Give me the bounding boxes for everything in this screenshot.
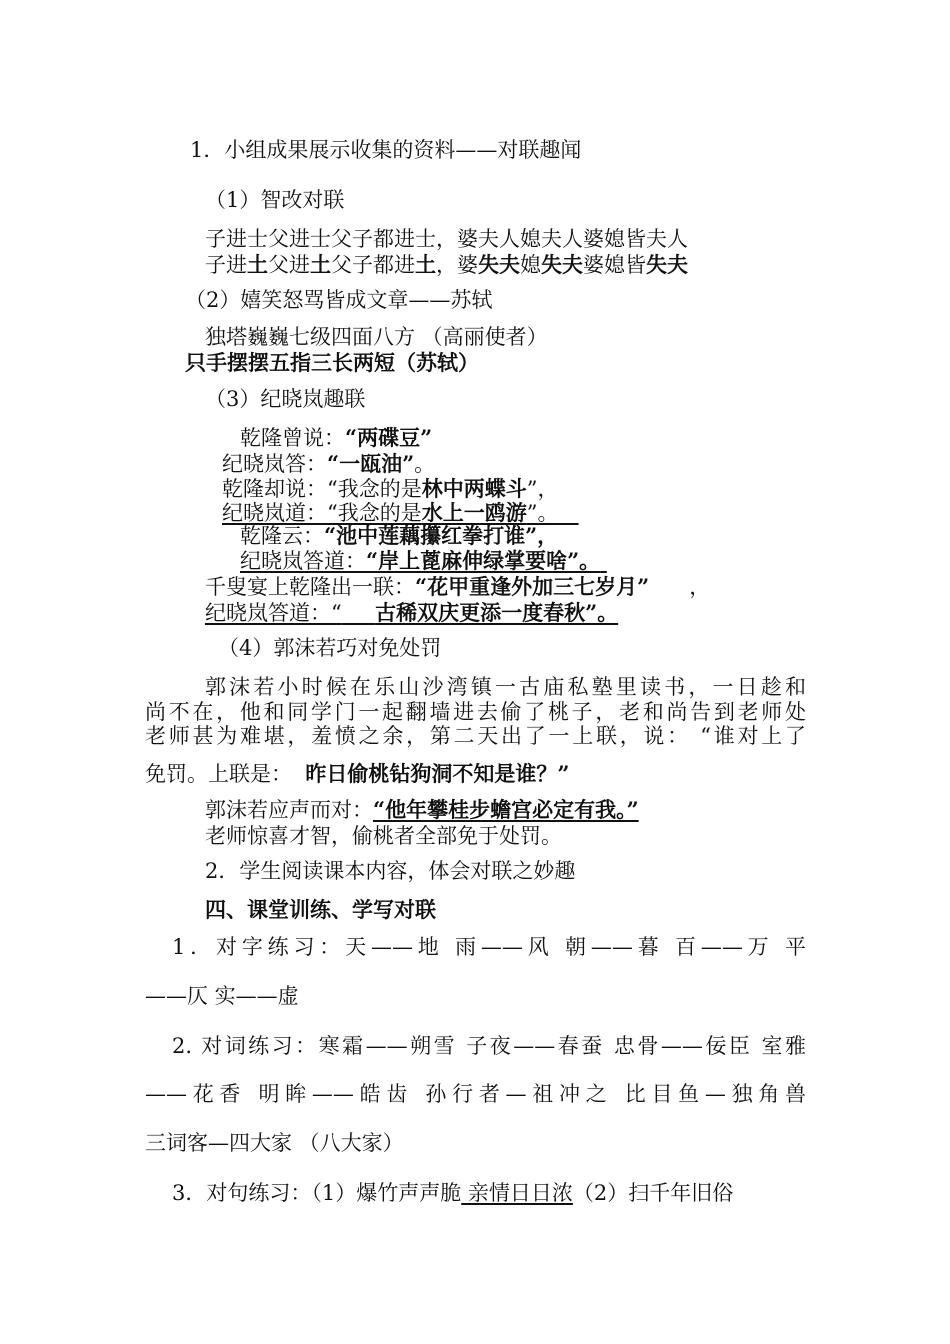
text-run: 土 — [310, 252, 331, 277]
text-run: 父进 — [268, 253, 310, 277]
text-run: 水上一鸥游 — [421, 500, 527, 525]
subsection-title-4: （4）郭沫若巧对免处罚 — [218, 636, 442, 660]
text-run: 失夫 — [646, 252, 688, 277]
couplet-upper: 独塔巍巍七级四面八方 （高丽使者） — [205, 325, 548, 349]
text-run: “池中莲藕攥红拳打谁”， — [324, 523, 559, 548]
text-run: （2）扫千年旧俗 — [572, 1181, 734, 1205]
text-run: 千叟宴上乾隆出一联： — [205, 575, 415, 599]
text-run: 婆媳皆 — [583, 253, 646, 277]
text-run: 失夫 — [478, 252, 520, 277]
text-run: ， — [689, 575, 711, 599]
story-line: 老师甚为难堪，羞愤之余，第二天出了一上联，说： “谁对上了 — [145, 724, 806, 748]
story-line: 尚不在，他和同学门一起翻墙进去偷了桃子，老和尚告到老师处 — [145, 700, 806, 724]
text-run: 纪晓岚答道： — [240, 549, 366, 573]
subsection-title-3: （3）纪晓岚趣联 — [205, 387, 366, 411]
dialogue-line — [205, 600, 618, 626]
subsection-title-2: （2）嬉笑怒骂皆成文章——苏轼 — [185, 288, 493, 312]
exercise-line: ——花香 明眸——皓齿 孙行者—祖冲之 比目鱼—独角兽 — [145, 1082, 806, 1106]
text-run: “两碟豆” — [345, 425, 433, 450]
text-run: ”， — [526, 477, 559, 501]
text-run: 古稀双庆更添一度春秋”。 — [375, 600, 619, 625]
section-heading-2: 2．学生阅读课本内容，体会对联之妙趣 — [205, 859, 576, 883]
text-run: 昨日偷桃钻狗洞不知是谁？” — [305, 761, 570, 786]
text-run: “ — [331, 601, 342, 625]
text-run: 子进 — [205, 253, 247, 277]
exercise-line — [172, 1180, 733, 1206]
text-run: “一瓯油” — [327, 451, 415, 476]
couplet-lower: 只手摆摆五指三长两短（苏轼） — [185, 350, 479, 375]
couplet-modified — [205, 252, 688, 278]
text-run: 土 — [247, 252, 268, 277]
dialogue-line — [240, 548, 607, 574]
exercise-line: 三词客—四大家 （八大家） — [145, 1131, 404, 1155]
section-heading-4: 四、课堂训练、学写对联 — [205, 897, 436, 922]
dialogue-line — [222, 476, 559, 502]
text-run: ”。 — [526, 501, 559, 525]
dialogue-line — [240, 425, 432, 451]
text-run: 失夫 — [541, 252, 583, 277]
text-run: “岸上蓖麻伸绿掌要啥”。 — [366, 548, 601, 573]
text-run: 郭沫若应声而对： — [205, 798, 373, 822]
subsection-title-1: （1）智改对联 — [205, 188, 345, 212]
dialogue-line — [240, 523, 558, 549]
text-run: 纪晓岚答： — [222, 452, 327, 476]
text-run: 纪晓岚道：“我念的是 — [222, 501, 422, 525]
text-run: 媳 — [520, 253, 541, 277]
dialogue-line — [205, 574, 710, 600]
story-line — [205, 797, 639, 823]
couplet-original: 子进士父进士父子都进士，婆夫人媳夫人婆媳皆夫人 — [205, 227, 688, 251]
text-run: “花甲重逢外加三七岁月” — [415, 574, 650, 599]
story-line: 老师惊喜才智，偷桃者全部免于处罚。 — [205, 824, 562, 848]
text-run: 。 — [414, 452, 436, 476]
story-line: 郭沫若小时候在乐山沙湾镇一古庙私塾里读书，一日趁和 — [205, 675, 806, 699]
text-run: 土 — [415, 252, 436, 277]
exercise-line: 2. 对词练习：寒霜——朔雪 子夜——春蚕 忠骨——佞臣 室雅 — [172, 1034, 806, 1058]
exercise-line: 1．对字练习：天——地 雨——风 朝——暮 百——万 平 — [172, 935, 806, 959]
text-run: 免罚。上联是： — [145, 762, 292, 786]
text-run: 3．对句练习：（1）爆竹声声脆 — [172, 1181, 462, 1205]
text-run: 亲情日日浓 — [461, 1181, 573, 1205]
dialogue-line — [222, 451, 435, 477]
section-heading-1: 1．小组成果展示收集的资料——对联趣闻 — [190, 138, 582, 162]
text-run: 林中两蝶斗 — [421, 476, 527, 501]
text-run: 乾隆云： — [240, 524, 324, 548]
text-run: “他年攀桂步蟾宫必定有我。” — [373, 797, 639, 822]
text-run: 乾隆曾说： — [240, 426, 345, 450]
text-run: 纪晓岚答道： — [205, 601, 331, 625]
text-run: 乾隆却说：“我念的是 — [222, 477, 422, 501]
exercise-line: ——仄 实——虚 — [145, 984, 299, 1008]
story-line — [145, 761, 569, 787]
text-run: 父子都进 — [331, 253, 415, 277]
text-run: ，婆 — [436, 253, 478, 277]
